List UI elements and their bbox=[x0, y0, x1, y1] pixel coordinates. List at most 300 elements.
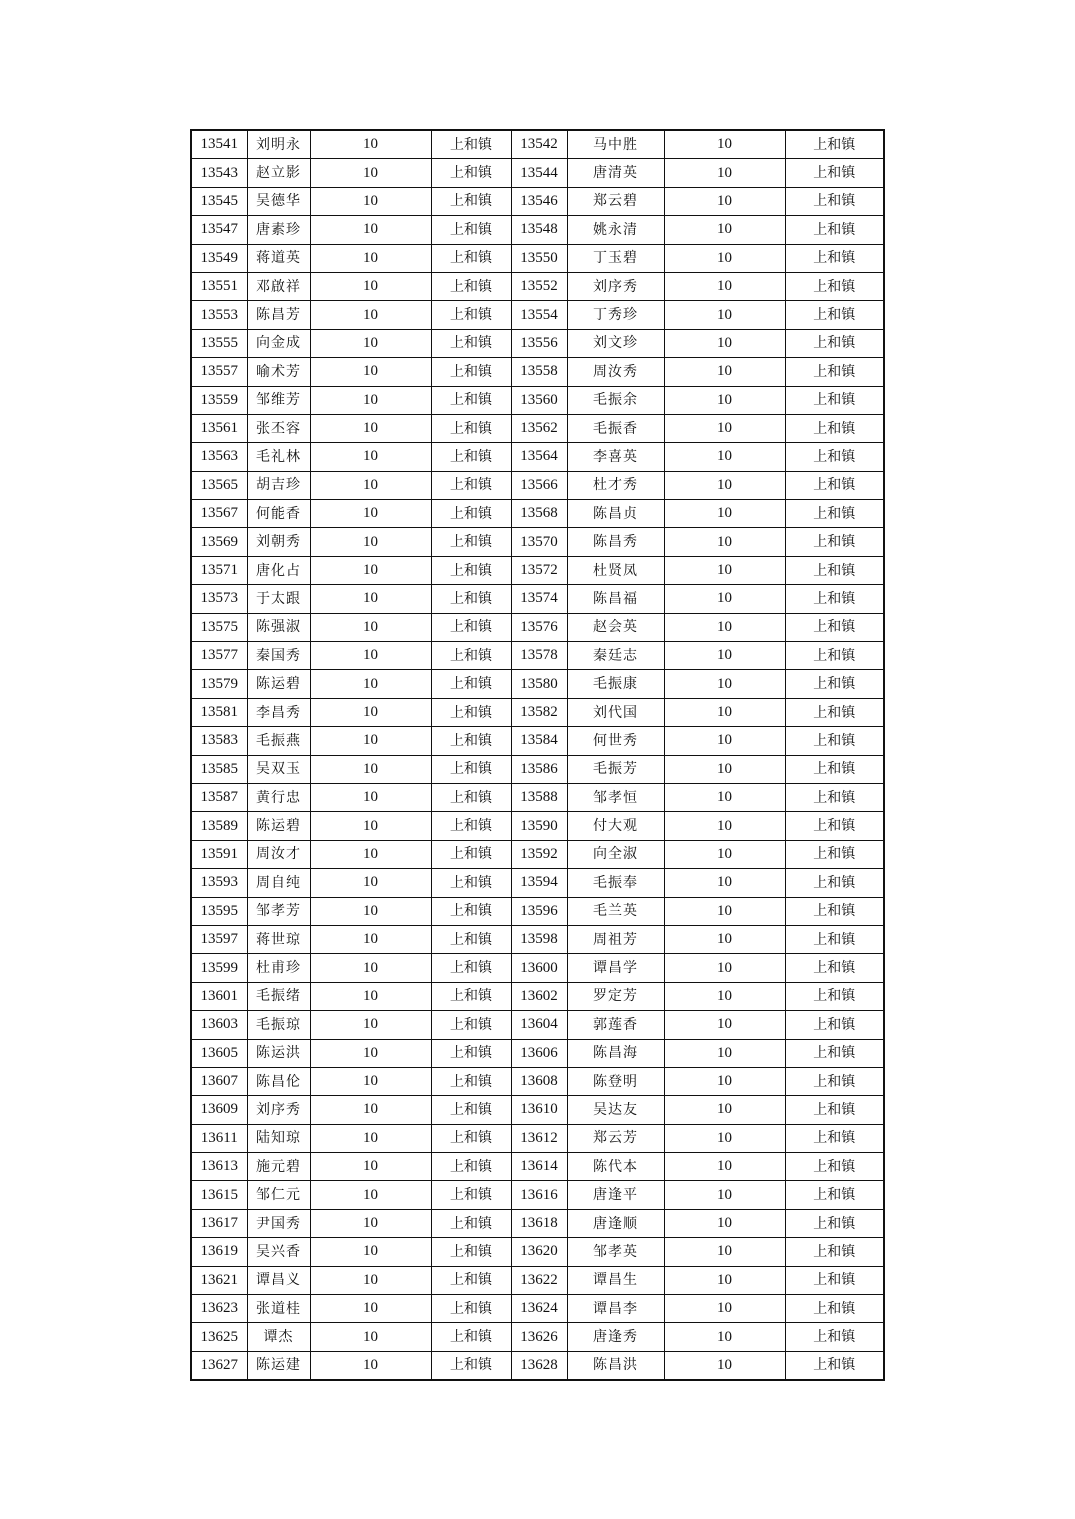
cell-town: 上和镇 bbox=[785, 1351, 884, 1380]
cell-amount: 10 bbox=[310, 1011, 431, 1039]
cell-amount: 10 bbox=[664, 358, 785, 386]
cell-name: 毛振琼 bbox=[247, 1011, 310, 1039]
cell-town: 上和镇 bbox=[431, 1266, 511, 1294]
cell-name: 蒋世琼 bbox=[247, 925, 310, 953]
cell-id: 13606 bbox=[511, 1039, 567, 1067]
cell-town: 上和镇 bbox=[785, 329, 884, 357]
cell-town: 上和镇 bbox=[785, 1295, 884, 1323]
cell-amount: 10 bbox=[310, 783, 431, 811]
cell-id: 13624 bbox=[511, 1295, 567, 1323]
cell-name: 丁玉碧 bbox=[567, 244, 664, 272]
cell-id: 13587 bbox=[191, 783, 247, 811]
cell-id: 13619 bbox=[191, 1238, 247, 1266]
cell-id: 13603 bbox=[191, 1011, 247, 1039]
cell-name: 邓啟祥 bbox=[247, 272, 310, 300]
cell-name: 毛振康 bbox=[567, 670, 664, 698]
cell-id: 13591 bbox=[191, 840, 247, 868]
cell-id: 13568 bbox=[511, 500, 567, 528]
cell-id: 13575 bbox=[191, 613, 247, 641]
cell-id: 13580 bbox=[511, 670, 567, 698]
cell-amount: 10 bbox=[310, 1096, 431, 1124]
cell-town: 上和镇 bbox=[785, 556, 884, 584]
cell-amount: 10 bbox=[664, 1351, 785, 1380]
cell-name: 周汝秀 bbox=[567, 358, 664, 386]
cell-name: 于太跟 bbox=[247, 585, 310, 613]
cell-amount: 10 bbox=[664, 159, 785, 187]
cell-id: 13553 bbox=[191, 301, 247, 329]
cell-amount: 10 bbox=[310, 443, 431, 471]
table-row bbox=[191, 869, 884, 897]
cell-amount: 10 bbox=[310, 698, 431, 726]
cell-town: 上和镇 bbox=[431, 528, 511, 556]
cell-amount: 10 bbox=[664, 840, 785, 868]
table-row bbox=[191, 1181, 884, 1209]
cell-name: 赵立影 bbox=[247, 159, 310, 187]
cell-amount: 10 bbox=[664, 727, 785, 755]
cell-amount: 10 bbox=[664, 272, 785, 300]
cell-name: 李喜英 bbox=[567, 443, 664, 471]
table-row bbox=[191, 670, 884, 698]
cell-amount: 10 bbox=[310, 187, 431, 215]
cell-town: 上和镇 bbox=[785, 642, 884, 670]
cell-town: 上和镇 bbox=[785, 755, 884, 783]
cell-town: 上和镇 bbox=[785, 386, 884, 414]
cell-id: 13570 bbox=[511, 528, 567, 556]
cell-amount: 10 bbox=[664, 414, 785, 442]
cell-id: 13585 bbox=[191, 755, 247, 783]
table-row bbox=[191, 443, 884, 471]
cell-amount: 10 bbox=[664, 471, 785, 499]
cell-name: 周汝才 bbox=[247, 840, 310, 868]
cell-name: 郑云碧 bbox=[567, 187, 664, 215]
cell-amount: 10 bbox=[664, 1295, 785, 1323]
cell-amount: 10 bbox=[664, 698, 785, 726]
cell-town: 上和镇 bbox=[785, 1181, 884, 1209]
cell-town: 上和镇 bbox=[431, 1209, 511, 1237]
cell-id: 13563 bbox=[191, 443, 247, 471]
cell-name: 邹仁元 bbox=[247, 1181, 310, 1209]
cell-town: 上和镇 bbox=[785, 1266, 884, 1294]
cell-id: 13551 bbox=[191, 272, 247, 300]
cell-name: 唐逢顺 bbox=[567, 1209, 664, 1237]
cell-name: 秦廷志 bbox=[567, 642, 664, 670]
table-row bbox=[191, 386, 884, 414]
cell-name: 吴兴香 bbox=[247, 1238, 310, 1266]
cell-town: 上和镇 bbox=[431, 727, 511, 755]
cell-town: 上和镇 bbox=[785, 727, 884, 755]
cell-id: 13605 bbox=[191, 1039, 247, 1067]
cell-amount: 10 bbox=[310, 1181, 431, 1209]
table-row bbox=[191, 329, 884, 357]
cell-id: 13552 bbox=[511, 272, 567, 300]
table-row bbox=[191, 897, 884, 925]
cell-amount: 10 bbox=[310, 1323, 431, 1351]
cell-town: 上和镇 bbox=[431, 642, 511, 670]
cell-town: 上和镇 bbox=[431, 329, 511, 357]
table-row bbox=[191, 1209, 884, 1237]
cell-name: 毛振燕 bbox=[247, 727, 310, 755]
cell-amount: 10 bbox=[310, 613, 431, 641]
cell-town: 上和镇 bbox=[431, 301, 511, 329]
cell-id: 13584 bbox=[511, 727, 567, 755]
table-row bbox=[191, 1011, 884, 1039]
cell-amount: 10 bbox=[664, 1124, 785, 1152]
table-row bbox=[191, 1153, 884, 1181]
cell-id: 13623 bbox=[191, 1295, 247, 1323]
cell-amount: 10 bbox=[310, 301, 431, 329]
table-row bbox=[191, 528, 884, 556]
cell-amount: 10 bbox=[664, 812, 785, 840]
cell-id: 13549 bbox=[191, 244, 247, 272]
cell-town: 上和镇 bbox=[431, 1124, 511, 1152]
cell-amount: 10 bbox=[664, 1067, 785, 1095]
cell-name: 蒋道英 bbox=[247, 244, 310, 272]
cell-town: 上和镇 bbox=[785, 840, 884, 868]
table-row bbox=[191, 187, 884, 215]
cell-name: 李昌秀 bbox=[247, 698, 310, 726]
cell-town: 上和镇 bbox=[785, 1209, 884, 1237]
cell-amount: 10 bbox=[310, 585, 431, 613]
cell-amount: 10 bbox=[310, 1067, 431, 1095]
cell-town: 上和镇 bbox=[431, 954, 511, 982]
cell-id: 13594 bbox=[511, 869, 567, 897]
cell-amount: 10 bbox=[310, 869, 431, 897]
cell-town: 上和镇 bbox=[431, 1096, 511, 1124]
cell-town: 上和镇 bbox=[785, 443, 884, 471]
cell-name: 刘序秀 bbox=[567, 272, 664, 300]
cell-town: 上和镇 bbox=[431, 1295, 511, 1323]
cell-id: 13586 bbox=[511, 755, 567, 783]
cell-id: 13561 bbox=[191, 414, 247, 442]
table-row bbox=[191, 585, 884, 613]
cell-name: 刘文珍 bbox=[567, 329, 664, 357]
cell-amount: 10 bbox=[664, 954, 785, 982]
cell-id: 13541 bbox=[191, 130, 247, 159]
cell-name: 刘朝秀 bbox=[247, 528, 310, 556]
table-row bbox=[191, 698, 884, 726]
cell-id: 13569 bbox=[191, 528, 247, 556]
cell-town: 上和镇 bbox=[431, 585, 511, 613]
cell-amount: 10 bbox=[664, 925, 785, 953]
cell-name: 毛振绪 bbox=[247, 982, 310, 1010]
cell-town: 上和镇 bbox=[431, 1067, 511, 1095]
cell-amount: 10 bbox=[310, 642, 431, 670]
cell-town: 上和镇 bbox=[785, 925, 884, 953]
table-row bbox=[191, 1295, 884, 1323]
cell-amount: 10 bbox=[664, 897, 785, 925]
cell-name: 陈代本 bbox=[567, 1153, 664, 1181]
cell-town: 上和镇 bbox=[431, 244, 511, 272]
cell-amount: 10 bbox=[664, 670, 785, 698]
cell-name: 邹孝恒 bbox=[567, 783, 664, 811]
cell-amount: 10 bbox=[310, 244, 431, 272]
cell-id: 13622 bbox=[511, 1266, 567, 1294]
cell-amount: 10 bbox=[310, 670, 431, 698]
cell-amount: 10 bbox=[310, 840, 431, 868]
cell-name: 谭杰 bbox=[247, 1323, 310, 1351]
cell-name: 毛礼林 bbox=[247, 443, 310, 471]
table-row bbox=[191, 1039, 884, 1067]
cell-name: 陈运洪 bbox=[247, 1039, 310, 1067]
cell-id: 13573 bbox=[191, 585, 247, 613]
table-row bbox=[191, 301, 884, 329]
table-row bbox=[191, 1351, 884, 1380]
cell-amount: 10 bbox=[664, 613, 785, 641]
cell-name: 陈昌伦 bbox=[247, 1067, 310, 1095]
cell-town: 上和镇 bbox=[431, 159, 511, 187]
cell-id: 13627 bbox=[191, 1351, 247, 1380]
cell-town: 上和镇 bbox=[431, 670, 511, 698]
cell-name: 毛兰英 bbox=[567, 897, 664, 925]
cell-name: 唐逢平 bbox=[567, 1181, 664, 1209]
cell-amount: 10 bbox=[664, 982, 785, 1010]
cell-amount: 10 bbox=[664, 642, 785, 670]
cell-name: 黄行忠 bbox=[247, 783, 310, 811]
cell-town: 上和镇 bbox=[785, 358, 884, 386]
cell-name: 喻术芳 bbox=[247, 358, 310, 386]
cell-town: 上和镇 bbox=[431, 1351, 511, 1380]
cell-amount: 10 bbox=[310, 159, 431, 187]
cell-town: 上和镇 bbox=[431, 613, 511, 641]
cell-name: 杜甫珍 bbox=[247, 954, 310, 982]
cell-town: 上和镇 bbox=[785, 670, 884, 698]
cell-town: 上和镇 bbox=[431, 783, 511, 811]
cell-id: 13616 bbox=[511, 1181, 567, 1209]
cell-name: 邹孝芳 bbox=[247, 897, 310, 925]
cell-amount: 10 bbox=[310, 556, 431, 584]
cell-amount: 10 bbox=[664, 386, 785, 414]
cell-town: 上和镇 bbox=[431, 755, 511, 783]
cell-id: 13598 bbox=[511, 925, 567, 953]
cell-name: 毛振香 bbox=[567, 414, 664, 442]
cell-town: 上和镇 bbox=[431, 443, 511, 471]
cell-town: 上和镇 bbox=[431, 1323, 511, 1351]
cell-id: 13611 bbox=[191, 1124, 247, 1152]
cell-id: 13557 bbox=[191, 358, 247, 386]
roster-table bbox=[190, 129, 885, 1381]
cell-id: 13542 bbox=[511, 130, 567, 159]
table-row bbox=[191, 783, 884, 811]
cell-name: 刘代国 bbox=[567, 698, 664, 726]
cell-name: 陈昌芳 bbox=[247, 301, 310, 329]
cell-town: 上和镇 bbox=[431, 812, 511, 840]
cell-amount: 10 bbox=[664, 528, 785, 556]
table-row bbox=[191, 613, 884, 641]
cell-name: 秦国秀 bbox=[247, 642, 310, 670]
cell-town: 上和镇 bbox=[431, 1181, 511, 1209]
cell-name: 陈运建 bbox=[247, 1351, 310, 1380]
cell-amount: 10 bbox=[310, 130, 431, 159]
cell-name: 邹孝英 bbox=[567, 1238, 664, 1266]
cell-name: 赵会英 bbox=[567, 613, 664, 641]
cell-amount: 10 bbox=[664, 1096, 785, 1124]
cell-amount: 10 bbox=[310, 1238, 431, 1266]
cell-id: 13593 bbox=[191, 869, 247, 897]
cell-town: 上和镇 bbox=[785, 783, 884, 811]
cell-id: 13543 bbox=[191, 159, 247, 187]
cell-id: 13566 bbox=[511, 471, 567, 499]
cell-town: 上和镇 bbox=[785, 1039, 884, 1067]
cell-town: 上和镇 bbox=[431, 358, 511, 386]
cell-town: 上和镇 bbox=[785, 471, 884, 499]
cell-name: 马中胜 bbox=[567, 130, 664, 159]
cell-town: 上和镇 bbox=[785, 528, 884, 556]
cell-id: 13565 bbox=[191, 471, 247, 499]
cell-id: 13596 bbox=[511, 897, 567, 925]
cell-amount: 10 bbox=[664, 783, 785, 811]
cell-town: 上和镇 bbox=[431, 216, 511, 244]
cell-name: 陈运碧 bbox=[247, 812, 310, 840]
cell-id: 13576 bbox=[511, 613, 567, 641]
cell-amount: 10 bbox=[310, 1124, 431, 1152]
cell-name: 毛振奉 bbox=[567, 869, 664, 897]
cell-id: 13589 bbox=[191, 812, 247, 840]
cell-town: 上和镇 bbox=[431, 386, 511, 414]
cell-amount: 10 bbox=[664, 1323, 785, 1351]
cell-name: 邹维芳 bbox=[247, 386, 310, 414]
table-row bbox=[191, 812, 884, 840]
table-row bbox=[191, 471, 884, 499]
cell-name: 张丕容 bbox=[247, 414, 310, 442]
cell-id: 13612 bbox=[511, 1124, 567, 1152]
table-row bbox=[191, 130, 884, 159]
cell-town: 上和镇 bbox=[431, 897, 511, 925]
cell-name: 向金成 bbox=[247, 329, 310, 357]
table-row bbox=[191, 925, 884, 953]
table-row bbox=[191, 982, 884, 1010]
cell-name: 付大观 bbox=[567, 812, 664, 840]
cell-town: 上和镇 bbox=[785, 812, 884, 840]
cell-town: 上和镇 bbox=[431, 982, 511, 1010]
cell-town: 上和镇 bbox=[785, 1238, 884, 1266]
cell-name: 姚永清 bbox=[567, 216, 664, 244]
cell-amount: 10 bbox=[310, 1209, 431, 1237]
cell-name: 唐清英 bbox=[567, 159, 664, 187]
cell-amount: 10 bbox=[664, 244, 785, 272]
table-row bbox=[191, 1124, 884, 1152]
cell-id: 13578 bbox=[511, 642, 567, 670]
cell-name: 胡吉珍 bbox=[247, 471, 310, 499]
table-row bbox=[191, 272, 884, 300]
table-row bbox=[191, 159, 884, 187]
cell-name: 吴达友 bbox=[567, 1096, 664, 1124]
cell-amount: 10 bbox=[310, 329, 431, 357]
cell-town: 上和镇 bbox=[785, 500, 884, 528]
cell-amount: 10 bbox=[310, 1039, 431, 1067]
cell-name: 周自纯 bbox=[247, 869, 310, 897]
table-row bbox=[191, 500, 884, 528]
cell-amount: 10 bbox=[664, 329, 785, 357]
cell-name: 谭昌李 bbox=[567, 1295, 664, 1323]
cell-id: 13597 bbox=[191, 925, 247, 953]
cell-id: 13558 bbox=[511, 358, 567, 386]
table-row bbox=[191, 642, 884, 670]
cell-id: 13625 bbox=[191, 1323, 247, 1351]
cell-name: 郑云芳 bbox=[567, 1124, 664, 1152]
cell-town: 上和镇 bbox=[431, 869, 511, 897]
cell-id: 13544 bbox=[511, 159, 567, 187]
cell-id: 13550 bbox=[511, 244, 567, 272]
cell-town: 上和镇 bbox=[431, 1238, 511, 1266]
cell-id: 13567 bbox=[191, 500, 247, 528]
cell-name: 谭昌学 bbox=[567, 954, 664, 982]
cell-name: 吴双玉 bbox=[247, 755, 310, 783]
cell-name: 唐素珍 bbox=[247, 216, 310, 244]
table-row bbox=[191, 216, 884, 244]
cell-town: 上和镇 bbox=[785, 1323, 884, 1351]
cell-name: 陈强淑 bbox=[247, 613, 310, 641]
cell-name: 尹国秀 bbox=[247, 1209, 310, 1237]
cell-id: 13613 bbox=[191, 1153, 247, 1181]
table-row bbox=[191, 556, 884, 584]
cell-id: 13609 bbox=[191, 1096, 247, 1124]
cell-town: 上和镇 bbox=[785, 982, 884, 1010]
cell-town: 上和镇 bbox=[785, 1124, 884, 1152]
cell-name: 唐化占 bbox=[247, 556, 310, 584]
cell-amount: 10 bbox=[664, 1209, 785, 1237]
cell-id: 13583 bbox=[191, 727, 247, 755]
cell-town: 上和镇 bbox=[785, 301, 884, 329]
table-row bbox=[191, 414, 884, 442]
cell-amount: 10 bbox=[664, 216, 785, 244]
cell-town: 上和镇 bbox=[431, 840, 511, 868]
cell-id: 13562 bbox=[511, 414, 567, 442]
cell-amount: 10 bbox=[310, 755, 431, 783]
cell-town: 上和镇 bbox=[431, 272, 511, 300]
cell-town: 上和镇 bbox=[431, 130, 511, 159]
cell-amount: 10 bbox=[310, 500, 431, 528]
cell-amount: 10 bbox=[664, 1153, 785, 1181]
cell-name: 吴德华 bbox=[247, 187, 310, 215]
cell-amount: 10 bbox=[310, 414, 431, 442]
cell-name: 陈登明 bbox=[567, 1067, 664, 1095]
cell-id: 13554 bbox=[511, 301, 567, 329]
cell-town: 上和镇 bbox=[785, 130, 884, 159]
cell-town: 上和镇 bbox=[431, 556, 511, 584]
cell-id: 13600 bbox=[511, 954, 567, 982]
cell-id: 13564 bbox=[511, 443, 567, 471]
table-row bbox=[191, 755, 884, 783]
cell-town: 上和镇 bbox=[785, 585, 884, 613]
cell-id: 13608 bbox=[511, 1067, 567, 1095]
cell-id: 13547 bbox=[191, 216, 247, 244]
cell-name: 施元碧 bbox=[247, 1153, 310, 1181]
cell-id: 13572 bbox=[511, 556, 567, 584]
cell-amount: 10 bbox=[664, 1266, 785, 1294]
cell-name: 唐逢秀 bbox=[567, 1323, 664, 1351]
table-row bbox=[191, 1096, 884, 1124]
table-row bbox=[191, 358, 884, 386]
table-row bbox=[191, 1238, 884, 1266]
cell-amount: 10 bbox=[310, 1351, 431, 1380]
cell-amount: 10 bbox=[664, 443, 785, 471]
cell-id: 13546 bbox=[511, 187, 567, 215]
cell-id: 13577 bbox=[191, 642, 247, 670]
cell-town: 上和镇 bbox=[431, 414, 511, 442]
cell-id: 13620 bbox=[511, 1238, 567, 1266]
cell-town: 上和镇 bbox=[431, 187, 511, 215]
cell-town: 上和镇 bbox=[431, 925, 511, 953]
cell-id: 13599 bbox=[191, 954, 247, 982]
cell-id: 13617 bbox=[191, 1209, 247, 1237]
cell-id: 13545 bbox=[191, 187, 247, 215]
cell-amount: 10 bbox=[664, 301, 785, 329]
cell-id: 13607 bbox=[191, 1067, 247, 1095]
cell-town: 上和镇 bbox=[431, 471, 511, 499]
cell-name: 陈昌福 bbox=[567, 585, 664, 613]
cell-name: 陈昌贞 bbox=[567, 500, 664, 528]
cell-id: 13628 bbox=[511, 1351, 567, 1380]
